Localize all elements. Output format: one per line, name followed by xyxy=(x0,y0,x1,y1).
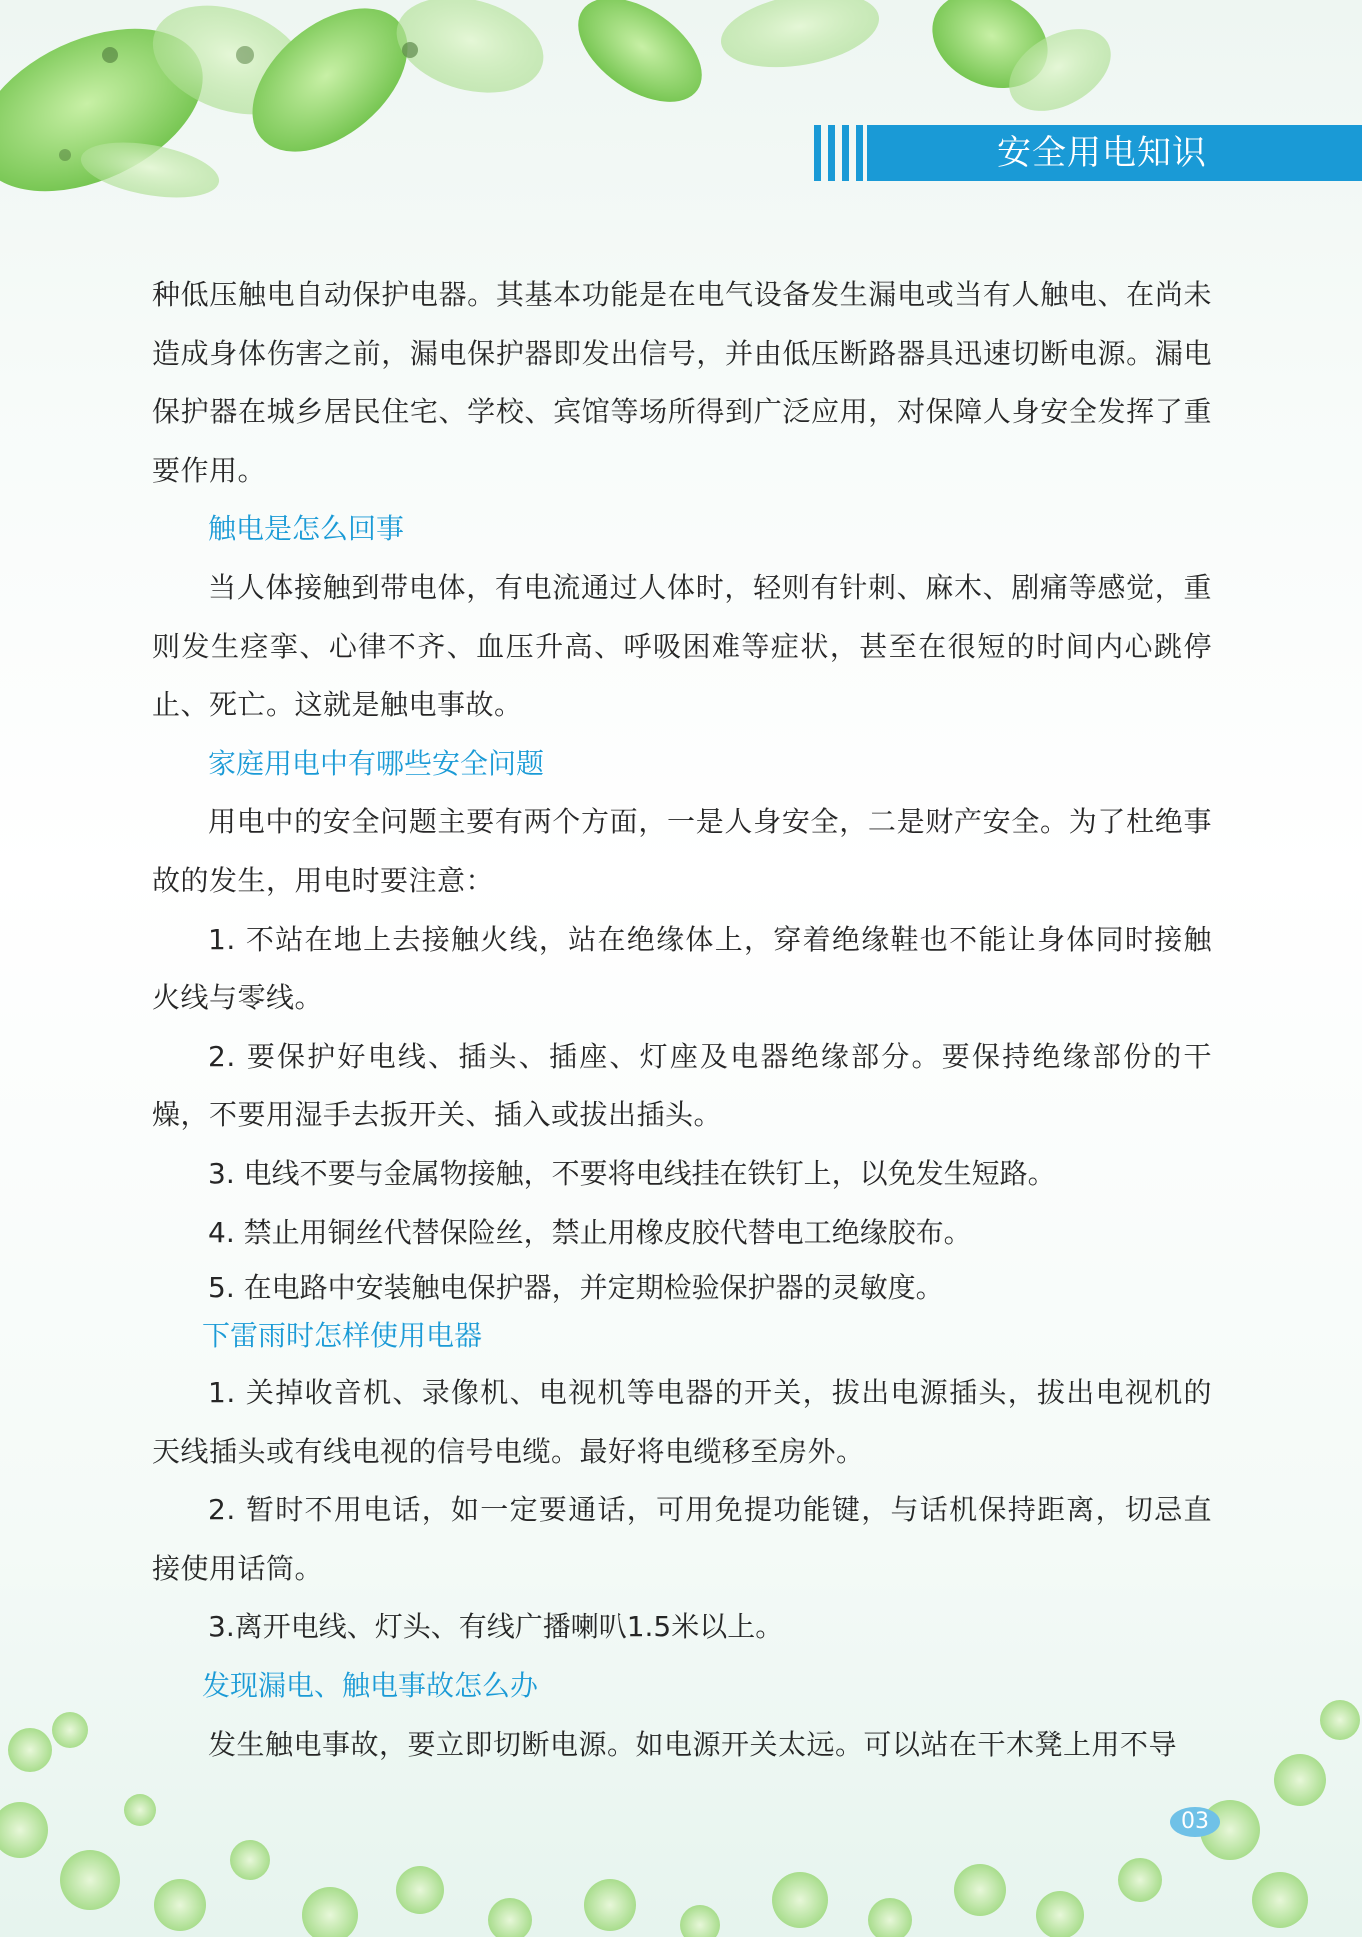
decorative-leaves-top xyxy=(0,0,1362,230)
list-item: 5. 在电路中安装触电保护器，并定期检验保护器的灵敏度。 xyxy=(208,1271,944,1305)
heading-what-is-shock: 触电是怎么回事 xyxy=(208,512,405,546)
list-item: 1. 关掉收音机、录像机、电视机等电器的开关，拔出电源插头，拔出电视机的天线插头或有线电视的信号电缆。最好将电缆移至房外。 xyxy=(152,1376,1212,1468)
paragraph-accident: 发生触电事故，要立即切断电源。如电源开关太远。可以站在干木凳上用不导 xyxy=(208,1727,1178,1761)
intro-paragraph: 种低压触电自动保护电器。其基本功能是在电气设备发生漏电或当有人触电、在尚未造成身体伤害之前，漏电保护器即发出信号，并由低压断路器具迅速切断电源。漏电保护器在城乡居民住宅、学校、宾馆等场所得到广泛应用，对保障人身安全发挥了重要作用。 xyxy=(152,278,1212,487)
list-item: 3. 电线不要与金属物接触，不要将电线挂在铁钉上，以免发生短路。 xyxy=(208,1156,1056,1190)
section-title: 安全用电知识 xyxy=(867,125,1362,181)
document-body xyxy=(152,266,1212,1774)
list-item: 3.离开电线、灯头、有线广播喇叭1.5米以上。 xyxy=(208,1610,784,1644)
heading-accident: 发现漏电、触电事故怎么办 xyxy=(202,1669,539,1703)
decorative-flowers-bottom xyxy=(0,1690,1362,1937)
paragraph-home-safety: 用电中的安全问题主要有两个方面，一是人身安全，二是财产安全。为了杜绝事故的发生，用电时要注意： xyxy=(152,805,1212,897)
heading-home-safety: 家庭用电中有哪些安全问题 xyxy=(208,746,545,780)
list-item: 2. 暂时不用电话，如一定要通话，可用免提功能键，与话机保持距离，切忌直接使用话筒。 xyxy=(152,1493,1212,1585)
paragraph-what-is-shock: 当人体接触到带电体，有电流通过人体时，轻则有针刺、麻木、剧痛等感觉，重则发生痉挛、心律不齐、血压升高、呼吸困难等症状，甚至在很短的时间内心跳停止、死亡。这就是触电事故。 xyxy=(152,570,1212,722)
list-item: 4. 禁止用铜丝代替保险丝，禁止用橡皮胶代替电工绝缘胶布。 xyxy=(208,1215,972,1249)
list-item: 2. 要保护好电线、插头、插座、灯座及电器绝缘部分。要保持绝缘部份的干燥，不要用湿手去扳开关、插入或拔出插头。 xyxy=(152,1039,1212,1132)
list-item: 1. 不站在地上去接触火线，站在绝缘体上，穿着绝缘鞋也不能让身体同时接触火线与零线。 xyxy=(152,922,1212,1015)
heading-thunderstorm: 下雷雨时怎样使用电器 xyxy=(202,1319,483,1353)
page-number: 03 xyxy=(1170,1807,1220,1837)
